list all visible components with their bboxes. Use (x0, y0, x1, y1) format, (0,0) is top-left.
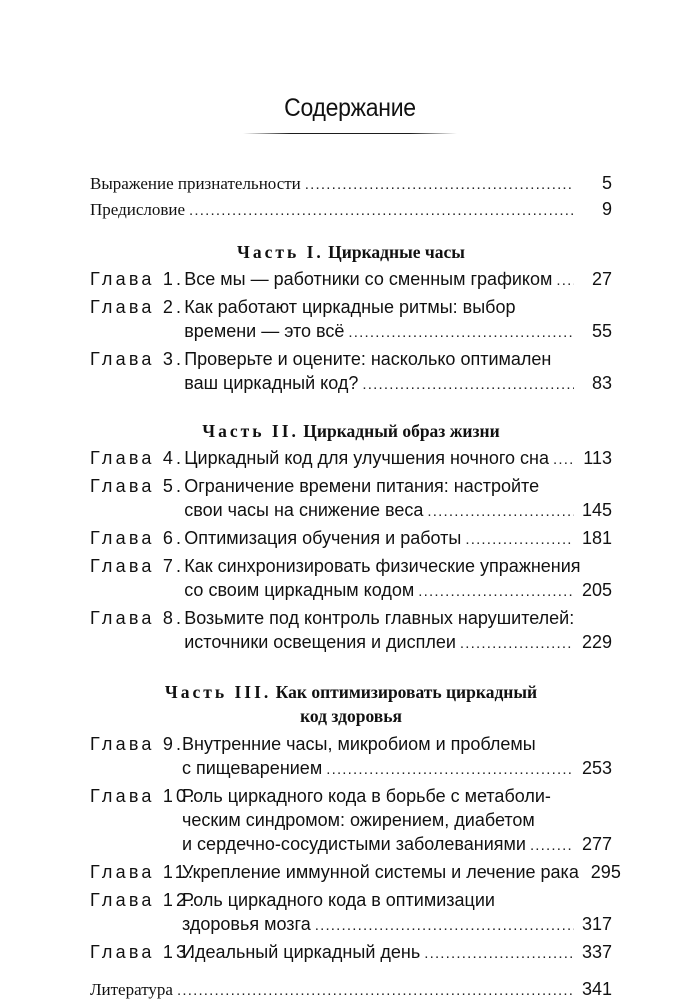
toc-chapter-6 (90, 526, 612, 552)
part-heading-2 (90, 419, 612, 443)
title-divider (243, 133, 457, 134)
dot-leader (189, 199, 574, 223)
toc-chapter-9 (90, 732, 612, 782)
dot-leader (460, 632, 574, 656)
toc-chapter-8 (90, 606, 612, 656)
chapter-title-line: ческим синдромом: ожирением, диабетом (182, 810, 535, 830)
chapter-title-line: Возьмите под контроль главных нарушителей: (184, 608, 575, 628)
dot-leader (556, 269, 574, 293)
part-label: Часть III. (164, 682, 272, 702)
toc-page-number: 5 (601, 173, 612, 193)
chapter-label: Глава 11. (90, 862, 197, 882)
chapter-title-line: Все мы — работники со сменным графиком (184, 269, 553, 289)
chapter-title-line: источники освещения и дисплеи (184, 632, 456, 652)
toc-page-number: 277 (581, 834, 612, 854)
chapter-label: Глава 9. (90, 734, 185, 754)
chapter-title-line: времени — это всё (184, 321, 345, 341)
dot-leader (305, 173, 574, 197)
toc-page-number: 317 (581, 914, 612, 934)
chapter-title-line: Ограничение времени питания: настройте (184, 476, 540, 496)
chapter-title-line: ваш циркадный код? (184, 373, 359, 393)
chapter-title-line: Как работают циркадные ритмы: выбор (184, 297, 516, 317)
dot-leader (427, 500, 574, 524)
toc-page-number: 83 (591, 373, 612, 393)
table-of-contents (90, 171, 621, 1003)
dot-leader (465, 528, 574, 552)
chapter-label: Глава 2. (90, 297, 185, 317)
toc-chapter-3 (90, 347, 612, 397)
toc-page-number: 145 (581, 500, 612, 520)
part-1-chapters (90, 267, 612, 397)
toc-chapter-4 (90, 446, 612, 472)
toc-back-matter (90, 977, 612, 1003)
toc-page-number: 27 (591, 269, 612, 289)
toc-entry-title: Литература (90, 980, 173, 999)
chapter-title-line: свои часы на снижение веса (184, 500, 424, 520)
toc-page-number: 341 (581, 979, 612, 999)
toc-page-number: 253 (581, 758, 612, 778)
part-title: Циркадные часы (328, 242, 465, 262)
chapter-label: Глава 4. (90, 448, 185, 468)
toc-chapter-7 (90, 554, 612, 604)
toc-entry-title: Предисловие (90, 200, 186, 219)
page-title: Содержание (284, 94, 416, 122)
chapter-label: Глава 5. (90, 476, 185, 496)
toc-page-number: 337 (581, 942, 612, 962)
part-title: Как оптимизировать циркадный (275, 682, 538, 702)
toc-chapter-2 (90, 295, 612, 345)
chapter-title-line: Роль циркадного кода в борьбе с метаболи- (182, 786, 551, 806)
toc-chapter-1 (90, 267, 612, 293)
part-label: Часть II. (202, 421, 299, 441)
dot-leader (362, 373, 574, 397)
part-title: Циркадный образ жизни (303, 421, 500, 441)
toc-page-number: 181 (581, 528, 612, 548)
toc-chapter-11 (90, 860, 621, 886)
chapter-title-line: Как синхронизировать физические упражнения (184, 556, 581, 576)
chapter-title-line: Проверьте и оцените: насколько оптимален (184, 349, 552, 369)
chapter-title-line: Укрепление иммунной системы и лечение рака (182, 862, 579, 882)
toc-intro-section (90, 171, 612, 223)
toc-chapter-10 (90, 784, 612, 858)
chapter-label: Глава 10. (90, 786, 198, 806)
dot-leader (348, 321, 574, 345)
toc-chapter-12 (90, 888, 612, 938)
dot-leader (424, 942, 574, 966)
chapter-title-line: Циркадный код для улучшения ночного сна (184, 448, 549, 468)
part-3-chapters (90, 732, 621, 966)
dot-leader (177, 979, 574, 1003)
toc-entry-references (90, 977, 612, 1003)
toc-page-number: 55 (591, 321, 612, 341)
part-2-chapters (90, 446, 612, 656)
dot-leader (553, 448, 574, 472)
toc-entry-title: Выражение признательности (90, 174, 301, 193)
toc-page-number: 113 (583, 448, 612, 468)
toc-page-number: 9 (601, 199, 612, 219)
chapter-title-line: со своим циркадным кодом (184, 580, 415, 600)
dot-leader (418, 580, 574, 604)
chapter-label: Глава 8. (90, 608, 185, 628)
chapter-title-line: с пищеварением (182, 758, 323, 778)
toc-entry-preface (90, 197, 612, 223)
toc-chapter-13 (90, 940, 612, 966)
chapter-label: Глава 13. (90, 942, 198, 962)
part-title-continued: код здоровья (300, 706, 402, 726)
toc-chapter-5 (90, 474, 612, 524)
toc-page-number: 229 (581, 632, 612, 652)
chapter-title-line: Оптимизация обучения и работы (184, 528, 462, 548)
toc-entry-acknowledgements (90, 171, 612, 197)
part-label: Часть I. (237, 242, 324, 262)
chapter-label: Глава 7. (90, 556, 185, 576)
chapter-title-line: Роль циркадного кода в оптимизации (182, 890, 495, 910)
chapter-label: Глава 12. (90, 890, 198, 910)
part-heading-3 (90, 680, 612, 728)
toc-page-number: 205 (581, 580, 612, 600)
dot-leader (326, 758, 574, 782)
dot-leader (315, 914, 574, 938)
chapter-title-line: и сердечно-сосудистыми заболеваниями (182, 834, 526, 854)
chapter-title-line: Идеальный циркадный день (182, 942, 421, 962)
chapter-label: Глава 6. (90, 528, 185, 548)
chapter-title-line: здоровья мозга (182, 914, 311, 934)
dot-leader (530, 834, 574, 858)
chapter-label: Глава 3. (90, 349, 185, 369)
chapter-title-line: Внутренние часы, микробиом и проблемы (182, 734, 536, 754)
part-heading-1 (90, 240, 612, 264)
chapter-label: Глава 1. (90, 269, 185, 289)
toc-page-number: 295 (590, 862, 621, 882)
